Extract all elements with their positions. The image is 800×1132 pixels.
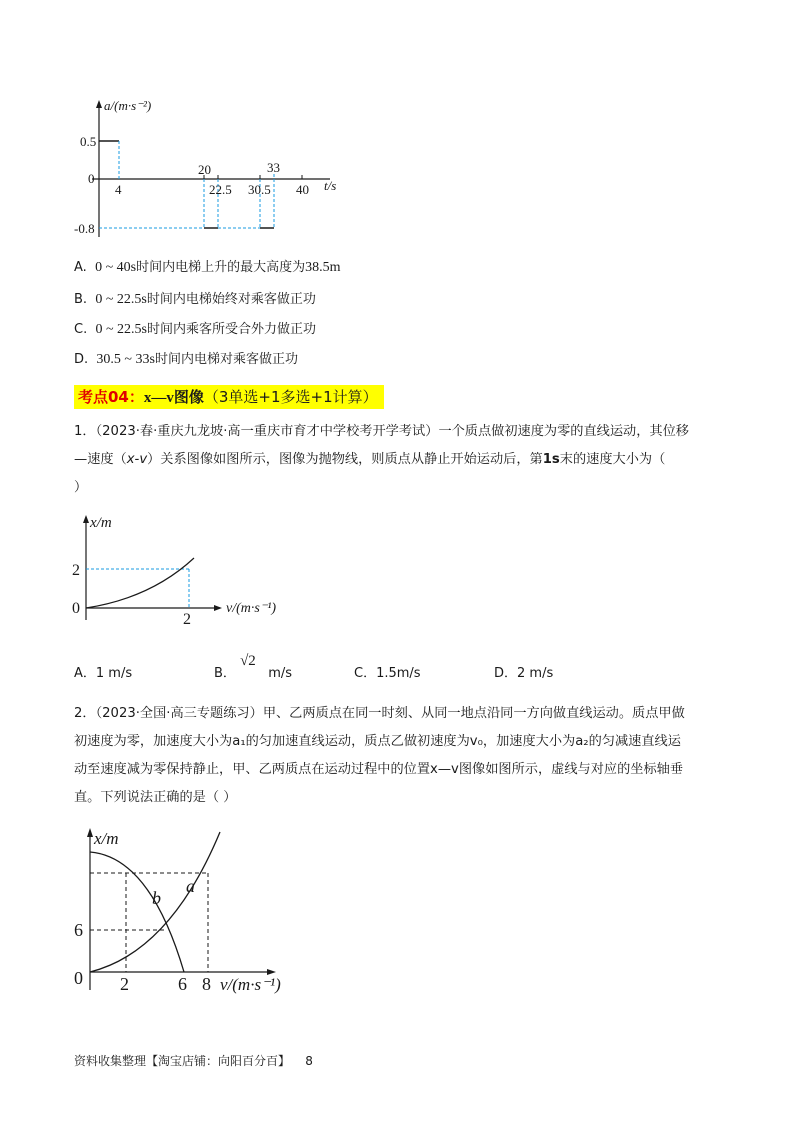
y-axis-arrow [96,100,102,108]
option-value: 38.5m [305,260,341,275]
acceleration-time-graph [70,92,370,242]
q1-option-d[interactable]: D．2 m/s [494,666,554,681]
y-tick-label: 0.5 [80,134,97,149]
q1-option-b[interactable]: B． √2 m/s [214,653,293,681]
parabola-curve [86,558,194,608]
question-1-text: 1．（2023·春·重庆九龙坡·高一重庆市育才中学校考开学考试）一个质点做初速度为零的直线运动，其位移 —速度（x-v）关系图像如图所示，图像为抛物线，则质点从静止开始运动后，第1s末的速度大小为（ ） [74,424,689,495]
question-number: 2． [74,706,96,721]
q1-option-a[interactable]: A．1 m/s [74,666,133,681]
x-axis-arrow [214,605,222,611]
option-math: 0 ~ 22.5s [95,322,148,337]
option-letter: B. [74,292,88,307]
option-text: 时间内电梯上升的最大高度为 [136,260,306,275]
option-text: 时间内乘客所受合外力做正功 [147,322,317,337]
section-topic: x—v图像 [143,390,204,406]
origin-label: 0 [72,600,80,617]
option-letter: C. [74,322,88,337]
y-axis-arrow [87,828,93,837]
option-letter: D. [74,352,89,367]
section-heading [74,385,384,409]
section-note: （3单选+1多选+1计算） [203,388,378,406]
x-axis-label: v/(m·s⁻¹) [226,601,277,616]
question-number: 1． [74,424,96,439]
option-math: 30.5 ~ 33s [96,352,155,367]
x-tick-label: 40 [296,182,309,197]
option-letter: A. [74,260,87,275]
y-tick-label: 2 [72,562,80,579]
x-tick-label: 4 [115,182,122,197]
x-tick-label: 22.5 [209,182,232,197]
x-tick-label: 2 [183,611,191,628]
y-tick-label: 6 [74,920,83,940]
option-text: 时间内电梯对乘客做正功 [154,352,298,367]
option-math: 0 ~ 40s [95,260,137,275]
x-axis-label: v/(m·s⁻¹) [220,975,281,994]
page-footer [74,1052,313,1069]
page-number: 8 [305,1054,313,1068]
x-tick-label: 2 [120,974,129,994]
x-tick-label: 8 [202,974,211,994]
sqrt-two: √2 [240,653,256,669]
option-b[interactable] [74,288,316,308]
section-label: 考点04： [78,388,144,406]
position-velocity-graph-1 [56,508,296,628]
curve-b-label: b [152,888,161,908]
question-source: （2023·全国·高三专题练习） [95,706,263,721]
footer-text: 资料收集整理【淘宝店铺：向阳百分百】 [74,1054,291,1068]
q1-option-c[interactable]: C．1.5m/s [354,666,421,681]
position-velocity-graph-2 [60,822,340,1002]
question-2-text: 2．（2023·全国·高三专题练习）甲、乙两质点在同一时刻、从同一地点沿同一方向做直线运动。质点甲做 初速度为零，加速度大小为a₁的匀加速直线运动，质点乙做初速度为v₀，加速度大小为a₂的匀减速直线运 动至速度减为零保持静止，甲、乙两质点在运动过程中的位置x—v图像如图所示，虚线与对应的坐标轴垂 直。下列说法正确的是（ ） [74,706,685,805]
y-axis-label: a/(m·s⁻²) [104,98,152,113]
y-tick-label: 0 [88,171,95,186]
y-axis-label: x/m [94,829,119,848]
question-source: （2023·春·重庆九龙坡·高一重庆市育才中学校考开学考试） [95,424,439,439]
curve-b [90,852,184,972]
y-axis-label: x/m [90,515,112,531]
x-tick-label: 20 [198,162,211,177]
y-tick-label: -0.8 [74,221,95,236]
origin-label: 0 [74,968,83,988]
option-a[interactable] [74,256,341,276]
x-axis-label: t/s [324,178,337,193]
x-tick-label: 30.5 [248,182,271,197]
x-tick-label: 6 [178,974,187,994]
curve-a-label: a [186,876,195,896]
x-tick-label: 33 [267,160,280,175]
option-d[interactable] [74,348,298,368]
y-axis-arrow [83,515,89,523]
option-math: 0 ~ 22.5s [95,292,147,307]
option-c[interactable] [74,318,316,338]
option-text: 时间内电梯始终对乘客做正功 [146,292,316,307]
